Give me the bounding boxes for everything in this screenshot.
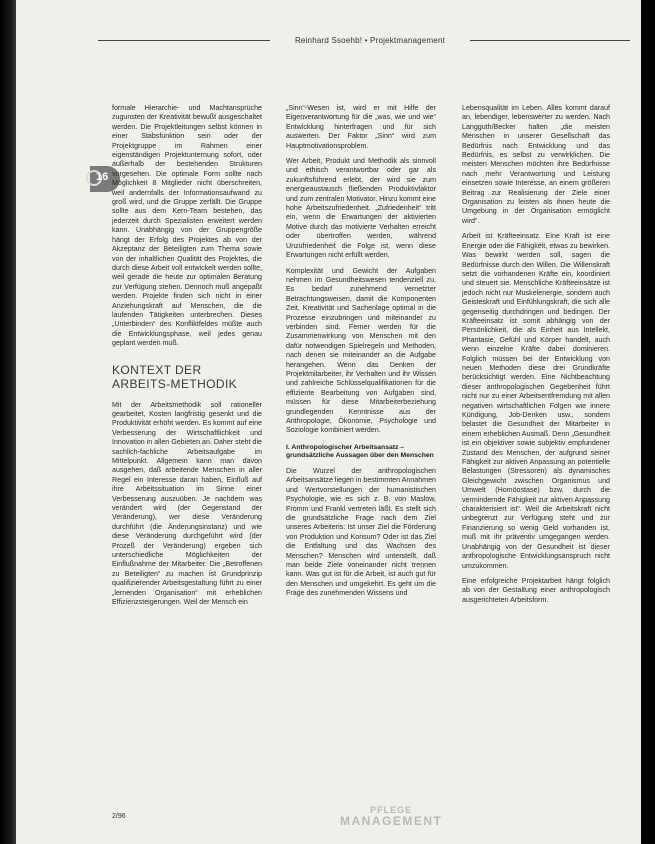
section-heading: KONTEXT DER ARBEITS-METHODIK — [112, 362, 238, 391]
paragraph: „Sinn“-Wesen ist, wird er mit Hilfe der Eigenverantwortung für die „was, wie und wie“ Entwicklung hinterfragen und für sich auswerten. Der Faktor „Sinn“ wird zum Hauptmotivationsproblem. — [286, 104, 436, 150]
footer-page-number: 2/96 — [112, 813, 126, 820]
paragraph: Die Wurzel der anthropologischen Arbeitsansätze liegen in bestimmten Annahmen und Wertvorstellungen der humanistischen Psychologie, wie es sich z. B. von Maslow, Fromm und Frankl vertreten läßt. Es stellt sich die grundsätzliche Frage nach dem Ziel unseres Arbeitens: Ist unser Ziel die Förderung von Produktion und Konsum? Oder ist das Ziel die Entfaltung und das Wachsen des Menschen? Menschen wird unterstellt, daß man beide Ziele voneinander nicht trennen kann. Was gut ist für die Arbeit, ist auch gut für den Menschen und umgekehrt. Es geht um die Frage des zunehmenden Wissens und — [286, 467, 436, 598]
paragraph: Eine erfolgreiche Projektarbeit hängt folglich ab von der Gestaltung einer anthropologisch ausgerichteten Arbeitsform. — [462, 576, 610, 604]
running-head: Reinhard Ssoehb! • Projektmanagement — [270, 36, 470, 48]
paragraph: Komplexität und Gewicht der Aufgaben nehmen im Gesundheitswesen tendenziell zu. Es bedarf zunehmend vernetzter Betrachtungsweisen, damit die Komponenten Zeit, Kreativität und Sachenlage optimal in die Prozesse einzubringen und miteinander zu verbinden sind. Ferner werden für die Zusammenwirkung von Menschen mit den dafür notwendigen Spielregeln und Methoden, nach denen sie miteinander an die Aufgabe herangehen. Wenn das Denken der Projektmitarbeiter, ihr Verhalten und ihr Wissen und zahlreiche Schlüsselqualifikationen für die effiziente Bearbeitung von Aufgaben sind, müssen für diese Mitarbeiterbeziehung grundlegenden Kenntnisse aus der Anthropologie, Ökonomie, Psychologie und Soziologie kombiniert werden. — [286, 266, 436, 435]
scan-right-edge — [641, 0, 655, 844]
logo-line-1: PFLEGE — [370, 805, 413, 815]
paragraph: Lebensqualität im Leben. Alles kommt darauf an, lebendiger, lebenswerter zu werden. Nach Langguth/Becker halten „die meisten Menschen in unserer Gesellschaft das Bedürfnis nach Entwicklung und das Bedürfnis, es selbst zu verwirklichen. Die meisten Menschen möchten ihre Bedürfnisse nach mehr Verantwortung und Leistung einsetzen sowie Interesse, an einem größeren Beitrag zur Realisierung der Ziele einer Organisation zu leisten als ihnen heute die Umgebung in der Organisation ermöglicht wird“. — [462, 104, 610, 225]
page-marker-number: 16 — [96, 171, 109, 183]
paragraph: Wer Arbeit, Produkt und Methodik als sinnvoll und ethisch verantwortbar oder gar als zukunftsführend erlebt, der wird sie zum energieaustausch fließenden Produktivfaktor und zum zentralen Motivator. Hinzu kommt eine hohe Arbeitszufriedenheit. „Zufriedenheit“ tritt ein, wenn die Erwartungen der aktivierten Motive durch das motivierte Verhalten erreicht oder übertroffen werden, während Unzufriedenheit die Folge ist, wenn diese Erwartungen nicht erfüllt werden. — [286, 157, 436, 260]
text-column-1 — [112, 104, 262, 614]
text-column-3 — [462, 104, 610, 611]
scan-left-shadow — [0, 0, 16, 844]
paragraph: formale Hierarchie- und Machtansprüche zugunsten der Kreativität bewußt ausgeschaltet werden. Die Projektleitungen selbst können in einer Stabsfunktion sein oder der Projektgruppe im Rahmen einer eigenständigen Projektunternung sofort, oder außerhalb der bestehenden Strukturen vorgesehen. Die optimale Form sollte nach Möglichkeit 8 Mitglieder nicht überschreiten, weil andernfalls der Informationsaufwand zu groß wird, und die Gruppe zerfällt. Die Gruppe sollte aus dem Kern-Team bestehen, das jederzeit durch Spezialisten erweitert werden kann. Unabhängig von der Gruppengröße hängt der Erfolg des Projektes ab von der Akzeptanz der Beteiligten zum Thema sowie von der inhaltlichen Qualität des Projektes, die durch diese Arbeit voll entwickelt werden sollte, weil gerade die heute zur optimalen Beratung zur Verfügung stehen. Dennoch muß angepaßt werden. Projekte finden sich nicht in einer Anziehungskraft auf Menschen, die die laufenden Tätigkeiten unterbrechen. Dieses „Unterbinden“ des Konfliktfeldes müßte auch die Entwicklungsphase, weil jedes genau geplant werden muß. — [112, 104, 262, 348]
text-column-2 — [286, 104, 436, 605]
paragraph: Arbeit ist Kräfteeinsatz. Eine Kraft ist eine Energie oder die Fähigkeit, etwas zu bewirken. Was bewirkt werden soll, sagen die Bedürfnisse durch den Willen. Die Willenskraft setzt die vorhandenen Kräfte ein, koordiniert und steuert sie. Menschliche Kräfteeinsätze ist jedoch nicht nur Muskelenergie, sondern auch Geisteskraft und Einfühlungskraft, die sich alle gegenseitig durchdringen und bedingen. Der Kräfteeinsatz ist somit abhängig von der Persönlichkeit, die als Einheit aus Intellekt, Phantasie, Gefühl und Körper handelt, auch wenn einzelne Kräfte dabei dominieren. Folglich müssen bei der Entwicklung von neuen Methoden diese drei Grundkräfte berücksichtigt werden. Eine Nichtbeachtung dieser anthropologischen Gegebenheit führt nicht nur zu einer Arbeitsentfremdung mit allen negativen wirtschaftlichen Folgen wie innere Kündigung, Job-Denken usw., sondern belastet die Gesundheit der Mitarbeiter in einem erheblichen Ausmaß. Denn „Gesundheit ist ein objektiver sowie subjektiv empfundener Zustand des Menschen, der aufgrund seiner Fähigkeit zur aktiven Anpassung an potentielle Belastungen (Stressoren) als dynamisches Gleichgewicht zwischen Organismus und Umwelt (Homöostase) bzw. durch die vermindernde Fähigkeit zur aktiven Anpassung charakterisiert ist“. Weil die Arbeitskraft nicht unbegrenzt zur Verfügung steht und zur Finanzierung so wenig Geld vorhanden ist, muß mit ihr präventiv umgegangen werden. Unabhängig von der Gesundheit ist dieser anthropologische Entwicklungsanspruch nicht umzukommen. — [462, 232, 610, 570]
logo-line-2: MANAGEMENT — [340, 814, 443, 828]
paragraph: Mit der Arbeitsmethodik soll rationeller gearbeitet, Kosten langfristig gesenkt und die Produktivität erhöht werden. Es kommt auf eine Verbesserung der Wirtschaftlichkeit und Innovation in allen Gebieten an. Daher steht die sachlich-fachliche Arbeitsaufgabe im Mittelpunkt. Allgemein kann man davon ausgehen, daß arbeitende Menschen in aller Regel ein Interesse daran haben, Einfluß auf ihre Arbeitssituation im Sinne einer Verbesserung auszuüben. Je nachdem was verändert wird (der Gegenstand der Veränderung), wer diese Veränderung durchführt (die Änderungsinstanz) und wie diese Veränderung durchgeführt wird (der Prozeß der Veränderung) ergeben sich unterschiedliche Möglichkeiten der Einflußnahme der Mitarbeiter. Die „Betroffenen zu Beteiligten“ zu machen ist Grundprinzip qualifizierender Arbeitsgestaltung führt zu einer „lernenden Organisation“ mit erheblichen Effizienzsteigerungen. Weil der Mensch ein — [112, 400, 262, 607]
journal-logo — [340, 806, 442, 827]
subsection-heading: I. Anthropologischer Arbeitsansatz – grundsätzliche Aussagen über den Menschen — [286, 443, 434, 460]
